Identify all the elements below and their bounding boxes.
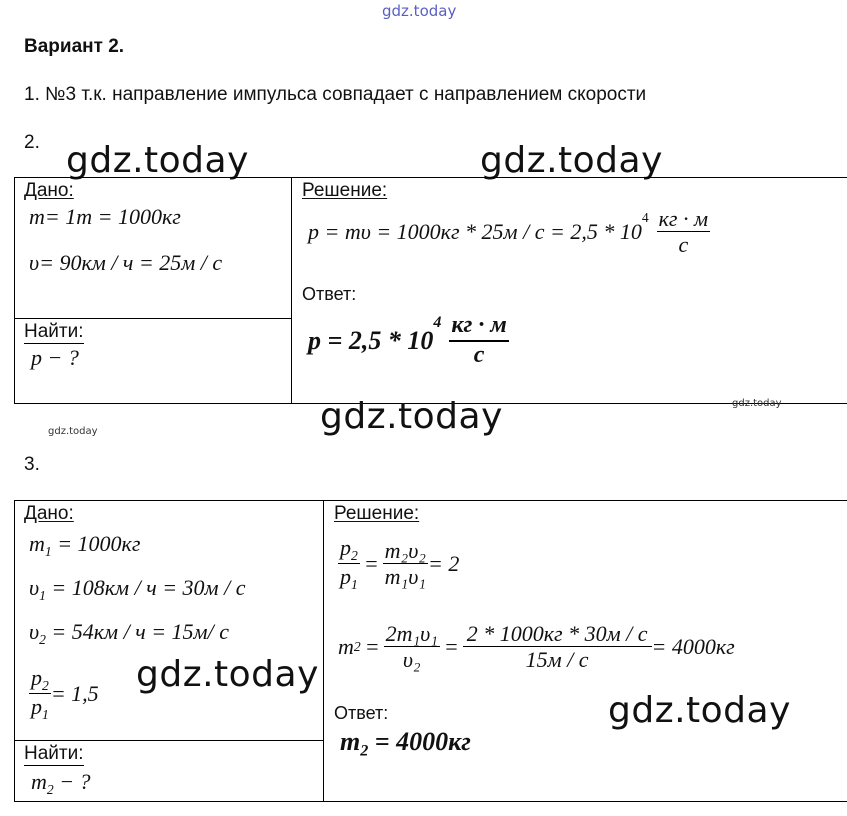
- q2-given-label: Дано:: [24, 180, 74, 201]
- q2-find-label: Найти:: [24, 321, 84, 342]
- question-2-number: 2.: [24, 132, 40, 153]
- question-1: [24, 84, 646, 106]
- q3-given-speed-2: $\upsilon_2 = 54км / ч = 15м/$ с: [29, 619, 229, 647]
- q3-answer-formula: $m_2 = 4000кг$: [340, 727, 471, 760]
- watermark: gdz.today: [480, 140, 663, 181]
- q3-given-mass: $m_1 = 1000кг$: [29, 531, 141, 559]
- q3-given-box: [14, 500, 324, 741]
- q2-find-value: p − ?: [31, 345, 79, 370]
- watermark-top: gdz.today: [382, 2, 457, 20]
- q3-find-value: $m_2$ − ?: [31, 769, 91, 797]
- watermark: gdz.today: [320, 396, 503, 437]
- q2-solution-box: [291, 177, 847, 404]
- watermark: gdz.today: [136, 654, 319, 695]
- q3-given-ratio: $\frac{p_2}{p_1}$ = 1,5: [31, 665, 99, 723]
- q3-solution-box: [323, 500, 847, 802]
- q2-solution-formula: p = mυ = 1000кг * 25м / с = 2,5 * 10 $^4$ $\frac{кг \cdot м}{с}$: [308, 206, 709, 258]
- question-3-number: 3.: [24, 454, 40, 475]
- page-title: Вариант 2.: [24, 36, 125, 57]
- watermark: gdz.today: [66, 140, 249, 181]
- q2-find-box: [14, 318, 292, 404]
- q2-given-box: [14, 177, 292, 319]
- q3-answer-label: Ответ:: [334, 703, 389, 723]
- q3-solution-mass: m 2 = $\frac{\text{2m₁υ₁}}{\text{υ₂}}$ = $\frac{2 * 1000кг * 30м / с}{15м / с}$ = 4000кг: [338, 621, 735, 673]
- q2-given-mass: m= 1т = 1000кг: [29, 204, 181, 229]
- q2-given-speed: υ= 90км / ч = 25м / с: [29, 250, 223, 275]
- watermark: gdz.today: [608, 690, 791, 731]
- q2-answer-formula: p = 2,5 * 10 $^4$ $\frac{кг \cdot м}{с}$: [308, 312, 507, 368]
- question-1-text: №3 т.к. направление импульса совпадает с направлением скорости: [45, 84, 647, 105]
- question-1-number: 1.: [24, 84, 40, 105]
- q2-solution-label: Решение:: [302, 180, 388, 201]
- q3-solution-label: Решение:: [334, 503, 420, 524]
- q3-find-label: Найти:: [24, 743, 84, 764]
- q3-find-box: [14, 740, 324, 802]
- q3-solution-ratio: $\frac{p_2}{p_1}$ = $\frac{\text{m₂υ₂}}{\text{m₁υ₁}}$ = 2: [340, 535, 460, 593]
- q3-given-label: Дано:: [24, 503, 74, 524]
- q3-given-speed-1: $\upsilon_1 = 108км / ч = 30м / с$: [29, 575, 246, 603]
- watermark-small: gdz.today: [48, 426, 98, 437]
- watermark-small: gdz.today: [732, 398, 782, 409]
- q2-answer-label: Ответ:: [302, 284, 357, 304]
